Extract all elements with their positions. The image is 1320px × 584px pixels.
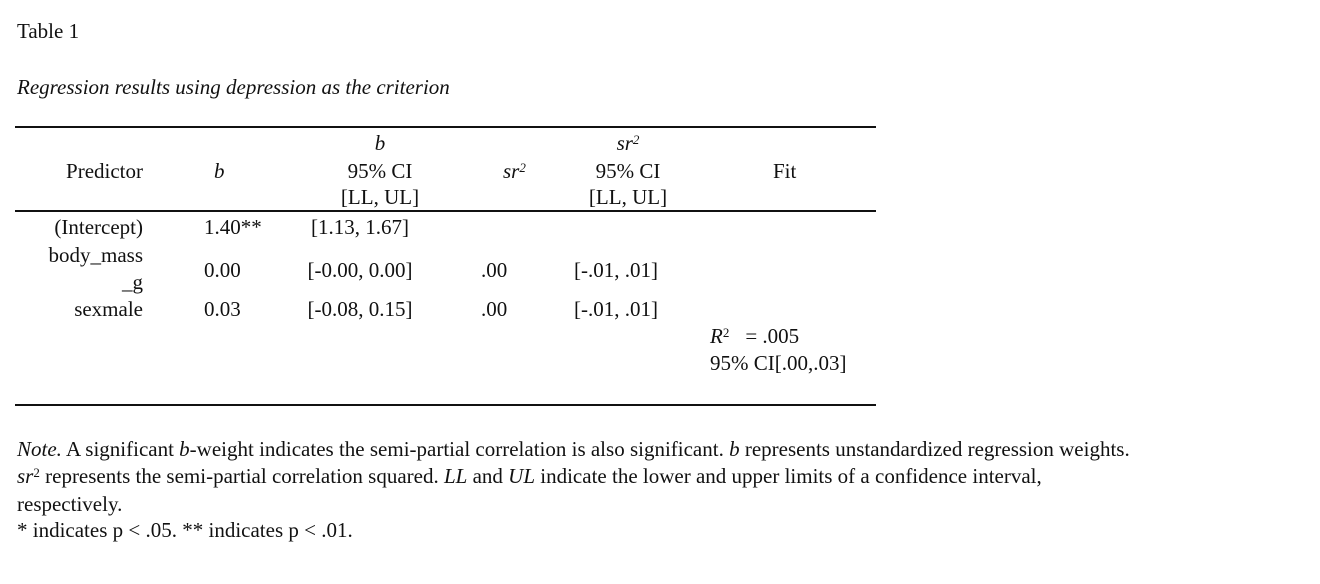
row-bodymass-sr2: .00	[481, 258, 508, 282]
row-intercept-b-ci: [1.13, 1.67]	[311, 215, 409, 239]
note-line-1: Note. A significant b-weight indicates the semi-partial correlation is also significant. b represents unstandardized regression weights.	[17, 437, 1130, 461]
header-rule	[15, 210, 876, 212]
row-sexmale-predictor: sexmale	[74, 297, 143, 321]
header-fit: Fit	[773, 159, 797, 183]
row-bodymass-predictor-line1: body_mass	[48, 243, 143, 267]
note-line-2: $sr^2$ represents the semi-partial correlation squared. LL and UL indicate the lower and upper limits of a confidence interval,	[17, 464, 1042, 488]
fit-ci: 95% CI[.00,.03]	[710, 351, 847, 375]
row-sexmale-sr2-ci: [-.01, .01]	[574, 297, 658, 321]
fit-r2: $R^2 = .005$	[710, 324, 800, 348]
table-title: Regression results using depression as the criterion	[17, 75, 450, 99]
header-predictor: Predictor	[66, 159, 143, 183]
header-b-ci-bot: [LL, UL]	[340, 185, 420, 209]
row-sexmale-b-ci: [-0.08, 0.15]	[307, 297, 413, 321]
row-bodymass-sr2-ci: [-.01, .01]	[574, 258, 658, 282]
header-b-ci-mid: 95% CI	[347, 159, 413, 183]
table-label: Table 1	[17, 19, 80, 43]
header-b-ci-top: b	[374, 131, 386, 155]
row-bodymass-b-ci: [-0.00, 0.00]	[307, 258, 413, 282]
note-line-4: * indicates p < .05. ** indicates p < .01.	[17, 518, 353, 542]
header-sr2-ci-mid: 95% CI	[595, 159, 661, 183]
header-sr2-ci-top: $sr^2$	[616, 131, 640, 155]
top-rule	[15, 126, 876, 128]
row-bodymass-b: 0.00	[204, 258, 241, 282]
bottom-rule	[15, 404, 876, 406]
note-line-3: respectively.	[17, 492, 123, 516]
row-sexmale-b: 0.03	[204, 297, 241, 321]
header-sr2-ci-bot: [LL, UL]	[588, 185, 668, 209]
row-sexmale-sr2: .00	[481, 297, 508, 321]
row-bodymass-predictor-line2: _g	[122, 270, 143, 294]
row-intercept-predictor: (Intercept)	[54, 215, 143, 239]
row-intercept-b: 1.40**	[204, 215, 262, 239]
header-sr2: $sr^2$	[503, 159, 526, 183]
header-b: b	[214, 159, 225, 183]
